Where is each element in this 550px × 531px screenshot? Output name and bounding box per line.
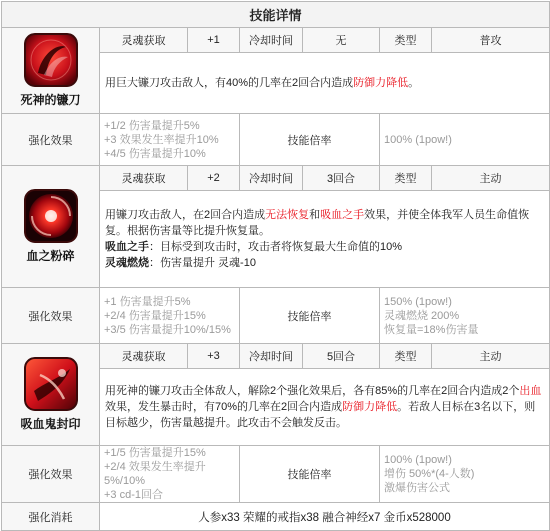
desc-text: 和: [309, 209, 321, 221]
skill-3-cooldown-value: 5回合: [303, 344, 380, 369]
desc-text: 用镰刀攻击敌人，在2回合内造成: [105, 209, 266, 221]
skill-1-enhance-list: [100, 114, 240, 166]
skill-1-stats-row: [2, 28, 550, 53]
skill-2-cooldown-value: 3回合: [303, 166, 380, 191]
skill-3-type-value: 主动: [432, 344, 550, 369]
multiplier-item: 150% (1pow!): [384, 295, 452, 308]
skill-2-name: 血之粉碎: [26, 249, 75, 263]
skill-2-enhance-list: [100, 288, 240, 344]
desc-term: 灵魂燃烧: [105, 257, 149, 269]
skill-1-multiplier-label: 技能倍率: [240, 114, 380, 166]
blood-vortex-icon: [24, 189, 78, 243]
desc-highlight: 无法恢复: [265, 209, 310, 221]
skill-2-soul-label: 灵魂获取: [100, 166, 188, 191]
enhance-item: +2/4 伤害量提升15%: [104, 309, 206, 322]
desc-text: ：目标受到攻击时，攻击者将恢复最大生命值的10%: [149, 241, 403, 253]
enhance-item: +3/5 伤害量提升10%/15%: [104, 323, 231, 336]
desc-highlight: 出血: [519, 385, 542, 397]
desc-text: ：伤害量提升 灵魂-10: [149, 257, 256, 269]
skill-3-type-label: 类型: [380, 344, 432, 369]
desc-term: 吸血之手: [105, 241, 149, 253]
enhance-item: +1/2 伤害量提升5%: [104, 119, 200, 132]
skill-1-cooldown-label: 冷却时间: [240, 28, 303, 53]
skill-2-multiplier-value: [380, 288, 550, 344]
enhance-item: +1 伤害量提升5%: [104, 295, 191, 308]
desc-text: 用巨大镰刀攻击敌人，有40%的几率在2回合内造成: [105, 77, 354, 89]
skill-2-multiplier-label: 技能倍率: [240, 288, 380, 344]
skill-1-soul-label: 灵魂获取: [100, 28, 188, 53]
skill-1-type-value: 普攻: [432, 28, 550, 53]
skill-3-icon-cell: [2, 344, 100, 446]
enhance-item: +3 cd-1回合: [104, 489, 163, 501]
skill-1-multiplier-value: [380, 114, 550, 166]
skill-1-name: 死神的镰刀: [20, 93, 81, 107]
skill-3-multiplier-value: [380, 446, 550, 503]
skill-3-description: [100, 369, 550, 446]
skill-2-enhance-label: 强化效果: [2, 288, 100, 344]
enhance-cost-label: 强化消耗: [2, 503, 100, 531]
page-title: 技能详情: [2, 2, 550, 28]
skill-1-enhance-label: 强化效果: [2, 114, 100, 166]
skill-3-enhance-label: 强化效果: [2, 446, 100, 503]
enhance-item: +3 效果发生率提升10%: [104, 133, 219, 146]
multiplier-item: 灵魂燃烧 200%: [384, 309, 460, 322]
vampire-seal-icon: [24, 357, 78, 411]
enhance-item: +4/5 伤害量提升10%: [104, 147, 206, 160]
enhance-item: +1/5 伤害量提升15%: [104, 447, 206, 459]
skill-2-type-value: 主动: [432, 166, 550, 191]
desc-text: 效果，并使全体我军人员生命值恢复。根据伤害量等比提升恢复量。: [105, 209, 530, 237]
skill-2-icon-cell: [2, 166, 100, 288]
skill-2-description: [100, 191, 550, 288]
skill-3-soul-value: +3: [188, 344, 240, 369]
skill-3-cooldown-label: 冷却时间: [240, 344, 303, 369]
multiplier-item: 100% (1pow!): [384, 454, 452, 466]
desc-text: 效果，发生暴击时，有70%的几率在2回合内造成: [105, 401, 343, 413]
skill-3-name: 吸血鬼封印: [20, 417, 81, 431]
skill-1-cooldown-value: 无: [303, 28, 380, 53]
desc-text: 。: [408, 77, 420, 89]
skill-3-enhance-list: [100, 446, 240, 503]
multiplier-item: 增伤 50%*(4-人数): [384, 468, 475, 480]
skill-1-description: [100, 53, 550, 114]
skill-3-stats-row: [2, 344, 550, 369]
desc-highlight: 防御力降低: [353, 77, 409, 89]
multiplier-item: 恢复量=18%伤害量: [384, 323, 479, 336]
multiplier-item: 100% (1pow!): [384, 133, 452, 146]
desc-highlight: 吸血之手: [320, 209, 365, 221]
desc-text: 用死神的镰刀攻击全体敌人，解除2个强化效果后，各有85%的几率在2回合内造成2个: [105, 385, 520, 397]
enhance-cost-materials: 人参x33 荣耀的戒指x38 融合神经x7 金币x528000: [100, 503, 550, 531]
skill-3-soul-label: 灵魂获取: [100, 344, 188, 369]
skill-1-type-label: 类型: [380, 28, 432, 53]
skill-2-cooldown-label: 冷却时间: [240, 166, 303, 191]
desc-text: 。若敌人目标在3名以下，则目标越少，伤害量越提升。此攻击不会触发反击。: [105, 401, 536, 429]
desc-highlight: 防御力降低: [342, 401, 398, 413]
skill-2-type-label: 类型: [380, 166, 432, 191]
skill-3-multiplier-label: 技能倍率: [240, 446, 380, 503]
skill-2-soul-value: +2: [188, 166, 240, 191]
skill-1-icon-cell: [2, 28, 100, 114]
skill-details-table: [1, 1, 550, 531]
multiplier-item: 激爆伤害公式: [384, 482, 450, 494]
skill-2-stats-row: [2, 166, 550, 191]
skill-1-soul-value: +1: [188, 28, 240, 53]
enhance-item: +2/4 效果发生率提升5%/10%: [104, 461, 206, 487]
scythe-swirl-icon: [24, 33, 78, 87]
